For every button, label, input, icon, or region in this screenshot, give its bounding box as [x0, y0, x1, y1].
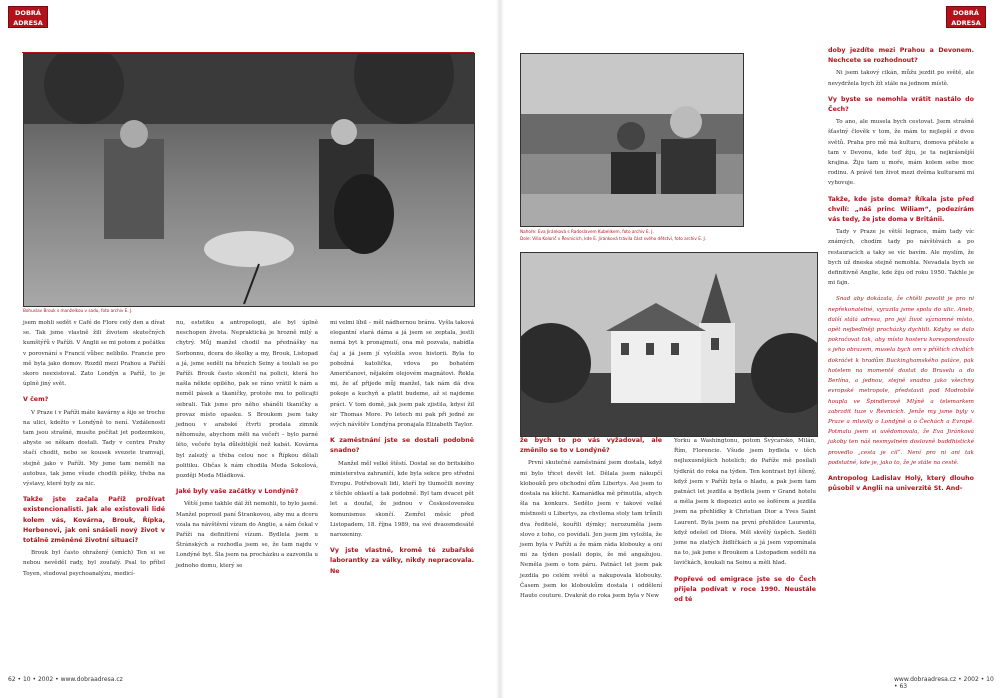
- paragraph: Yorku a Washingtonu, potom Švýcarsko, Milán, Řím, Florencie. Všude jsem bydlela v těch nejluxusnějších hotelích; do Paříže mě posílali týdkrát do roka na týden. Ten kontrast byl šílený, když jsem v Paříži byla o hladu, a pak jsem tam patnáct let jezdila a bydlela jsem v Grand hotelu a měla jsem k dispozici auto se šoférem a jezdila jsem na přehlídky k Christian Dior a Yves Saint Laurent. Byla jsem na první přehlídce Laurenta, když odešel od Diora. Měl skvělý úspěch. Seděli jsme na zlatých židličkách a já jsem vzpomínala na to, jak jsme s Broukem a Listopadem seděli na lavičkách, koukali na Seinu a měli hlad.: [674, 438, 816, 567]
- left-page: [0, 0, 499, 698]
- question-heading: Vy jste vlastně, kromě té zubařské laborantky za války, nikdy nepracovala. Ne: [330, 547, 474, 575]
- question-heading: Jaké byly vaše začátky v Londýně?: [176, 488, 299, 496]
- column-3: [330, 318, 474, 579]
- caption-photo1: Bohuslav Brouk s manželkou v sadu, foto archiv E. J.: [23, 308, 133, 313]
- paragraph: Tady v Praze je větší legrace, mám tady víc známých, chodím tady po návštěvách a po restauracích a taky se víc bavím. Ale myslím, že bych už dneska stejně nemohla. Nevadala bych se definitivně Anglie, kde žiju od roku 1950. Takhle je mi fajn.: [828, 229, 974, 287]
- question-heading: doby jezdíte mezi Prahou a Devonem. Nechcete se rozhodnout?: [828, 47, 974, 65]
- question-heading: Popřevé od emigrace jste se do Čech přijela podívat v roce 1990. Neustále od té: [674, 575, 816, 604]
- caption-photo2b: Dole: Villa Kolorič v Řevnicích, kde E. Jiránková trávila část svého dětství, foto archiv E. J.: [520, 236, 707, 241]
- paragraph: jsem mohli sedět v Café de Flore celý den a dívat se. Tak jsme vlastně žili životem skutečných kumštýřů v Paříži. V Anglii se mi potom z počátku v porovnání s Francií vůbec nelíbilo. Francie pro mě byla jako domov. Rozdíl mezi Prahou a Paříží skoro neexistoval. Zato Londýn a Paříž, to je úplně jiný svět.: [23, 320, 165, 388]
- caption-photo2a: Nahoře: Eva Jiránková s Radoslavem Kubelíkem, foto archiv E. J.: [520, 229, 654, 234]
- footer-left: 62 • 10 • 2002 • www.dobraadresa.cz: [8, 676, 123, 683]
- paragraph: mi velmi líbil – měl nádhernou bránu. Vyšla taková elegantní stará dáma a já jsem se zeptala, jestli nemá byt k pronajmutí, ona mě pozvala, nabídla čaj a já jsem jí vyložila svou historii. Byla to pobožná katolička, vdova po bohatém Američanovi, nějakém olejovém magnátovi. Řekla mi, že ať přijede můj manžel, tak nám dá dva pokoje a kuchyň a platit budeme, až si najdeme práci. V tom domě, jak jsem pak zjistila, kdysi žil sir Thomas More. Po letech mi pak při jedné ze svých návštěv Londýna pronajala Elizabeth Taylor.: [330, 320, 474, 429]
- question-heading: Takže jste začala Paříž prožívat existencionalisti. Jak ale existovali lidé kolem vás, Kovárna, Brouk, Řípka, Herbenovi, jak oni snášeli nový život v totálně změněné životní situaci?: [23, 496, 165, 545]
- dobra-adresa-logo-right: DOBRÁ ADRESA: [946, 6, 986, 28]
- column-2: [176, 318, 318, 571]
- italic-paragraph: Snad aby dokázala, že chtěli povolit je pro ni nepřekonatelné, vyrazila jsme spolu do ulic. Aneb, další stálá adresa, pro její život významné místo, opět nejbedlněji procházky dychtili. Kdyby se dalo pokračovat tak, aby místo hosteru korespondovalo s jeho obrazem, musela bych om v příštích chvílích dokráčet k hradům Buckinghamského paláce, pak hotelem na momentě dostat do Bruselu a do Berlína, a jednou, stejně snadno jako všechny evropské metropole, představit pod Modrobílé houpla ve Špindlerově Mlýně a telemarkem zabrzdit tuze v Řevnicích. Jenže my jsme byly v Praze a mluvily o Londýně a o Čechách a Evropě. Potmalu jsem si uvědomovala, že Eva Jiránková jakoby ten náš nesmyslném doslovně buddhistické provedlo „cesta je cíl“. Není pro ni ani tak podstatné, kde je, jako to, že je stále na cestě.: [828, 296, 974, 466]
- paragraph: Manžel měl velké štěstí. Dostal se do britského ministerstva zahraničí, kde byla sekce pro střední Evropu. Potřebovali lidi, kteří by tlumočili noviny z těchle oblastí a tak podobně. Byl tam dvacet pět let a doufal, že jednou v Československu komunismus skončí. Zemřel měsíc před Listopadem, 18. října 1989, na své dvaosmdesáté narozeniny.: [330, 460, 474, 539]
- question-heading: Vy byste se nemohla vrátit nastálo do Čech?: [828, 95, 974, 114]
- right-page: [500, 0, 999, 698]
- column-6: [828, 46, 974, 496]
- paragraph: Ni jsem takový cikán, můžu jezdit po světě, ale nevydržela bych žít stále na jednom místě.: [828, 70, 974, 87]
- dobra-adresa-logo: DOBRÁ ADRESA: [8, 6, 48, 28]
- footer-right: www.dobraadresa.cz • 2002 • 10 • 63: [894, 676, 994, 690]
- paragraph: To ano, ale musela bych cestovat. Jsem strašně šťastný člověk v tom, že mám to nejlepší z dvou světů. Praha pro mě má kulturu, domova přátele a tam v Devonu, kde teď žiju, je ta nejkrásnější krajina. Žiju tam u moře, mám kolem sebe moc rodinu. A právě ten život mezi dvěma kulturami mi vyhovuje.: [828, 119, 974, 187]
- question-heading: K zaměstnání jste se dostali podobně snadno?: [330, 437, 474, 455]
- column-4: [520, 436, 662, 601]
- photo-villa: [520, 252, 818, 437]
- photo-couple-portrait: [520, 53, 744, 227]
- question-heading: že bych to po vás vyžadoval, ale změnilo se to v Londýně?: [520, 437, 662, 455]
- paragraph: Větší jsme takhle dál žít nemohli, to bylo jasné. Manžel poprosil paní Štrankovou, aby mu a dceru vzala na návštěvní vízum do Anglie, a sám čekal v Paříži na definitivní vízum. Bydlela jsem u Štránských a rozhodla jsem se, že tam najdu v Londýně byt. Šla jsem na procházku a zazvonila u jednoho domu, který se: [176, 501, 318, 569]
- question-heading: V čem?: [23, 396, 49, 404]
- paragraph: Brouk byl často ohražený (smích) Ten si se nebou nevěděl rady, byl zoufalý. Psal to přítel Toyen, studoval psychoanalýzu, medicí-: [23, 550, 165, 577]
- question-heading: Takže, kde jste doma? Říkala jste před chvílí: „náš princ Wiliam“, podezírám vás tedy, že jste doma v Británii.: [828, 195, 974, 224]
- paragraph: První skutečné zaměstnání jsem dostala, když mi bylo třicet devět let. Dělala jsem nákupčí klobouků pro obchodní dům Libertys. Asi jsem to dostala na kšicht. Kamarádka mě přinutila, abych šla na konkurs. Sedělo jsem v takové velké místnosti u Libertys, za chvílema stoly tam trůnili dva ředitelé, kouřili dýmky; nerozuměla jsem slovo z toho, co povídali. Jen jsem jim vyložila, že jsem byla v Paříži a že mám ráda klobouky a oni mi za týden poslali dopis, že mě angažujou. Neměla jsem o tom páru. Patnáct let jsem pak jezdila po celém světě a nakupovala klobouky. Časem jsem ke kloboukům dostala i oddělení Haute couture. Dvakrát do roka jsem byla v New: [520, 460, 662, 600]
- paragraph: nu, estetiku a antropologii, ale byl úplně neschopen života. Nepraktická je hrozně milý a chytrý. Můj manžel chodil na přednášky na Sorbonnu, dcera do školky a my, Brouk, Listopad a já, jsme seděli na březích Seiny a toulali se po Paříži. Brouk často skončil na policii, která ho našla někde opilého, pak se ráno vrátil k nám a neměl pásek a tkaničky, protože mu to policajti sebrali. Tak jsme pro něho sháněli tkaničky a provaz místo opasku. S Broukem jsem taky jednou v arabské čtvrti prodala zimník něhomuže, abychom měli na večeři – bylo parné léto, večeře byla důležitější než kabát. Kovárna byl zalezlý a třeba celou noc s Řípkou dělali politiku. Občas k nám chodila Meda Sokolová, později Meda Mládková.: [176, 320, 318, 480]
- column-5: [674, 436, 816, 607]
- question-heading: Antropolog Ladislav Holý, který dlouho působil v Anglii na univerzitě St. And-: [828, 474, 974, 493]
- photo-couple-garden: [23, 53, 475, 307]
- column-1: [23, 318, 165, 579]
- paragraph: V Praze i v Paříži máte kavárny a šije se trochu na ulici, kdežto v Londýně to není. Vzdálenosti tam jsou strašné, musíte počítat jet podzemkou, abyste se někam dostali. Tady v centru Prahy stačí chodit, nebo se kousek svezete tramvají, stejně jako v Paříži. My jsme tam neměli na autobus, tak jsme všude chodili pěšky, třeba na výstavy, které byly za nic.: [23, 409, 165, 488]
